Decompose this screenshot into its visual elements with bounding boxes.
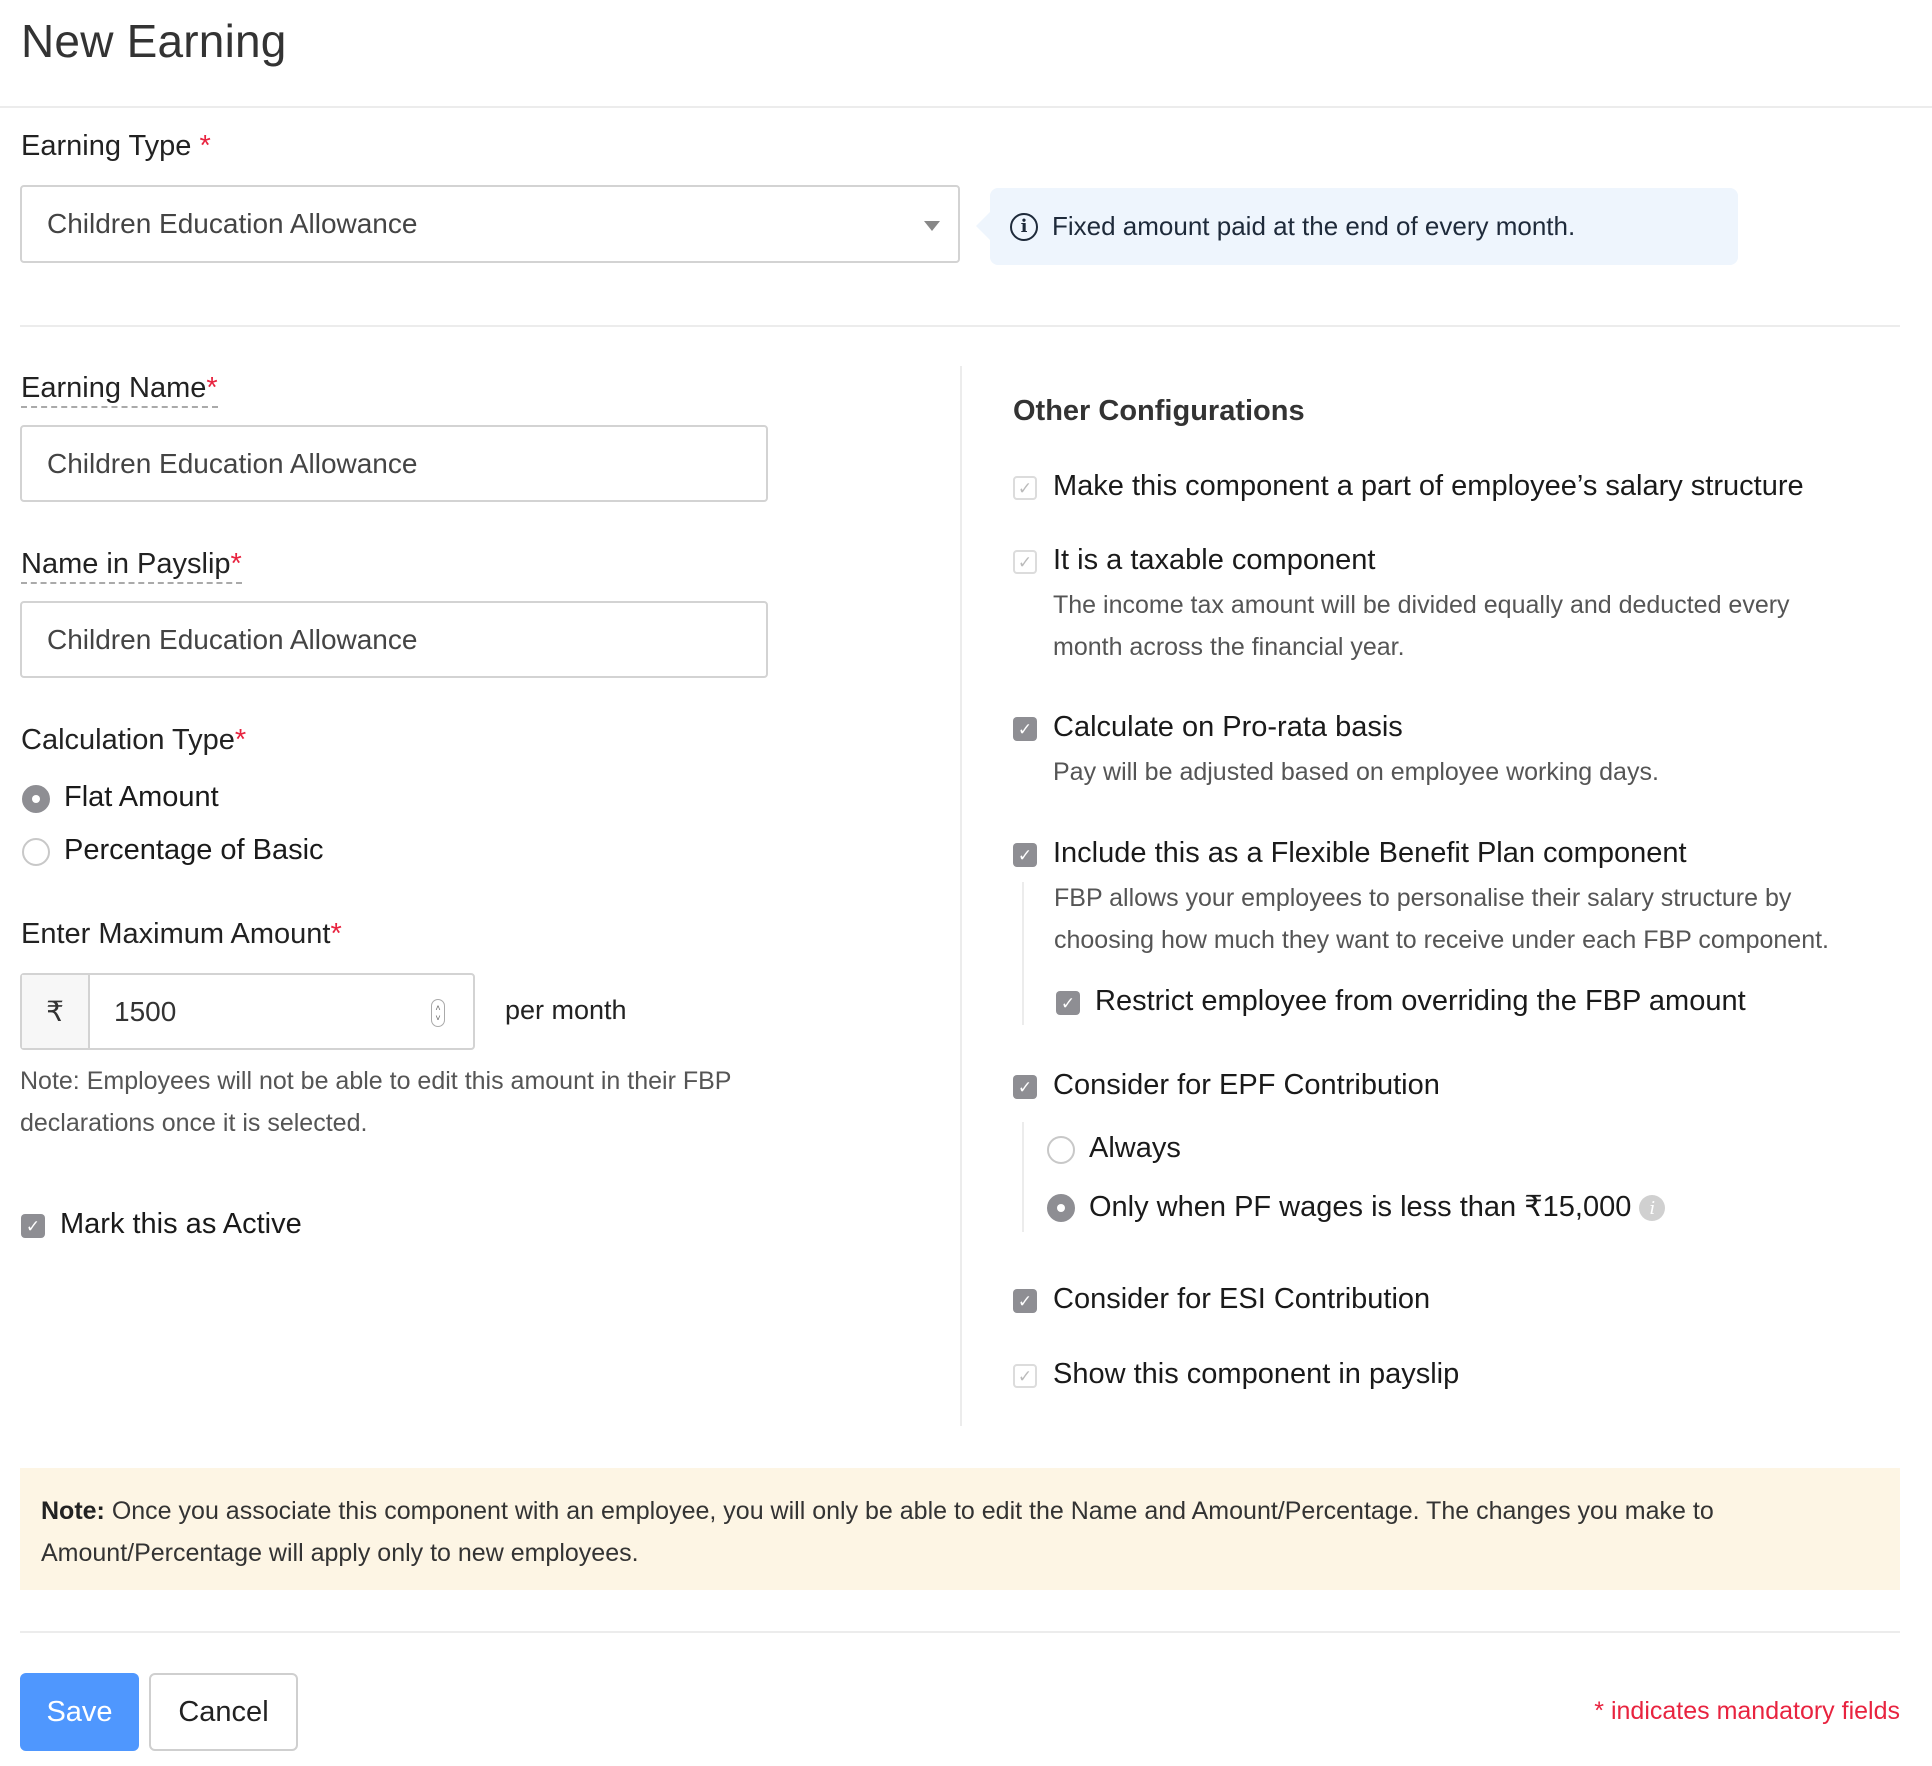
fbp-checkbox[interactable]: ✓ <box>1013 843 1037 867</box>
mark-active-checkbox[interactable]: ✓ <box>21 1214 45 1238</box>
max-amount-label: Enter Maximum Amount* <box>21 918 342 950</box>
show-payslip-label: Show this component in payslip <box>1053 1358 1460 1390</box>
taxable-label: It is a taxable component <box>1053 544 1376 576</box>
calculation-type-label: Calculation Type* <box>21 724 247 756</box>
chevron-down-icon <box>924 221 940 231</box>
fbp-label[interactable]: Include this as a Flexible Benefit Plan component <box>1053 837 1687 869</box>
pro-rata-desc: Pay will be adjusted based on employee working days. <box>1053 758 1659 786</box>
epf-conditional-label[interactable]: Only when PF wages is less than ₹15,000 i <box>1089 1189 1665 1224</box>
earning-type-label: Earning Type * <box>21 130 211 162</box>
epf-checkbox[interactable]: ✓ <box>1013 1075 1037 1099</box>
earning-type-select[interactable]: Children Education Allowance <box>20 185 960 263</box>
header-divider <box>0 106 1932 108</box>
taxable-desc-1: The income tax amount will be divided equally and deducted every <box>1053 591 1790 619</box>
max-amount-input[interactable]: 1500 ˄ ˅ <box>90 975 473 1048</box>
column-divider <box>960 366 962 1426</box>
cancel-button[interactable]: Cancel <box>149 1673 298 1751</box>
pro-rata-label[interactable]: Calculate on Pro-rata basis <box>1053 711 1403 743</box>
radio-epf-conditional[interactable] <box>1047 1194 1075 1222</box>
radio-epf-always[interactable] <box>1047 1136 1075 1164</box>
salary-structure-label: Make this component a part of employee’s salary structure <box>1053 470 1804 502</box>
restrict-fbp-checkbox[interactable]: ✓ <box>1056 991 1080 1015</box>
page-title: New Earning <box>21 15 287 67</box>
flat-amount-label[interactable]: Flat Amount <box>64 781 219 813</box>
show-payslip-checkbox[interactable]: ✓ <box>1013 1364 1037 1388</box>
epf-sub-divider <box>1022 1122 1024 1232</box>
other-config-heading: Other Configurations <box>1013 395 1305 427</box>
info-icon[interactable]: i <box>1639 1195 1665 1221</box>
max-amount-note-2: declarations once it is selected. <box>20 1109 368 1137</box>
mandatory-fields-note: * indicates mandatory fields <box>1594 1697 1900 1725</box>
esi-label[interactable]: Consider for ESI Contribution <box>1053 1283 1431 1315</box>
payslip-name-input[interactable]: Children Education Allowance <box>20 601 768 678</box>
fbp-sub-divider <box>1022 882 1024 1025</box>
epf-always-label[interactable]: Always <box>1089 1132 1181 1164</box>
footer-note: Note: Once you associate this component with an employee, you will only be able to edit the Name and Amount/Percentage. The changes you make to Amount/Percentage will apply only to new employees. <box>20 1468 1900 1590</box>
save-button[interactable]: Save <box>20 1673 139 1751</box>
restrict-fbp-label[interactable]: Restrict employee from overriding the FBP amount <box>1095 985 1746 1017</box>
mark-active-label[interactable]: Mark this as Active <box>60 1208 302 1240</box>
fbp-desc-2: choosing how much they want to receive under each FBP component. <box>1054 926 1829 954</box>
max-amount-field <box>20 973 475 1050</box>
salary-structure-checkbox[interactable]: ✓ <box>1013 476 1037 500</box>
radio-percentage-basic[interactable] <box>22 838 50 866</box>
epf-label[interactable]: Consider for EPF Contribution <box>1053 1069 1440 1101</box>
section-divider <box>20 325 1900 327</box>
max-amount-note-1: Note: Employees will not be able to edit this amount in their FBP <box>20 1067 732 1095</box>
earning-name-input[interactable]: Children Education Allowance <box>20 425 768 502</box>
number-stepper-icon[interactable]: ˄ ˅ <box>431 999 445 1027</box>
footer-divider <box>20 1631 1900 1633</box>
payslip-name-label: Name in Payslip* <box>21 548 242 581</box>
info-icon: i <box>1010 213 1038 241</box>
esi-checkbox[interactable]: ✓ <box>1013 1289 1037 1313</box>
rupee-icon: ₹ <box>22 975 90 1048</box>
required-mark: * <box>199 130 211 162</box>
earning-name-label: Earning Name* <box>21 372 218 405</box>
per-month-label: per month <box>505 995 627 1025</box>
pro-rata-checkbox[interactable]: ✓ <box>1013 717 1037 741</box>
earning-type-info: i Fixed amount paid at the end of every month. <box>990 188 1738 265</box>
taxable-desc-2: month across the financial year. <box>1053 633 1405 661</box>
fbp-desc-1: FBP allows your employees to personalise their salary structure by <box>1054 884 1792 912</box>
taxable-checkbox[interactable]: ✓ <box>1013 550 1037 574</box>
radio-flat-amount[interactable] <box>22 785 50 813</box>
percentage-basic-label[interactable]: Percentage of Basic <box>64 834 324 866</box>
